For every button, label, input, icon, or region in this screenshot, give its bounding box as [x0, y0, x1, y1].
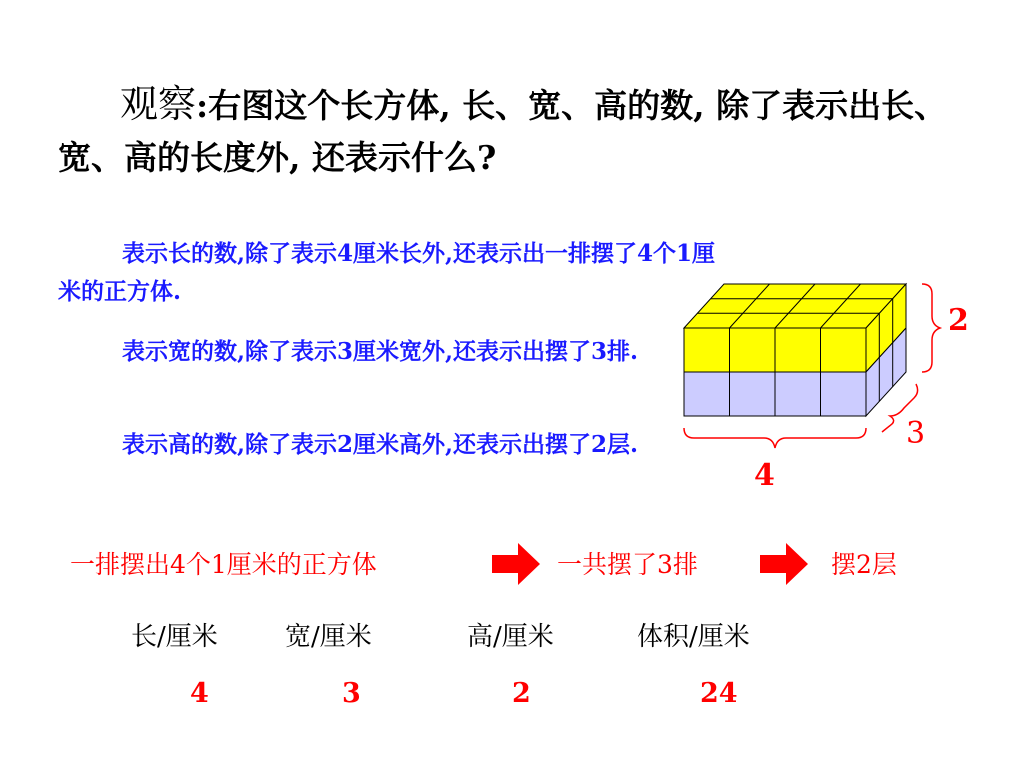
value-height: 2 — [512, 678, 531, 709]
heading-question: :右图这个长方体, 长、宽、高的数, 除了表示出长、宽、高的长度外, 还表示什么? — [58, 86, 948, 177]
height-brace — [922, 284, 940, 372]
width-label: 3 — [906, 416, 926, 451]
cuboid-figure — [660, 270, 990, 500]
explanation-length: 表示长的数,除了表示4厘米长外,还表示出一排摆了4个1厘米的正方体. — [58, 240, 716, 305]
flow-step-two-layers: 摆2层 — [831, 550, 897, 579]
value-width: 3 — [342, 678, 361, 709]
header-width: 宽/厘米 — [285, 622, 372, 652]
flow-step-three-rows: 一共摆了3排 — [557, 550, 698, 579]
header-height: 高/厘米 — [467, 622, 554, 652]
length-label: 4 — [754, 458, 775, 493]
length-brace — [684, 428, 866, 448]
height-label: 2 — [948, 303, 969, 338]
right-arrow-icon — [492, 543, 540, 585]
value-length: 4 — [190, 678, 209, 709]
heading-lead: 观察 — [120, 82, 197, 126]
cuboid-front-face — [684, 328, 866, 416]
explanation-width: 表示宽的数,除了表示3厘米宽外,还表示出摆了3排. — [122, 338, 639, 365]
header-length: 长/厘米 — [131, 622, 218, 652]
observation-heading — [58, 78, 1003, 184]
flow-step-one-row: 一排摆出4个1厘米的正方体 — [70, 550, 377, 579]
header-volume: 体积/厘米 — [637, 622, 750, 652]
value-volume: 24 — [700, 678, 738, 709]
explanation-height: 表示高的数,除了表示2厘米高外,还表示出摆了2层. — [122, 431, 639, 458]
right-arrow-icon — [760, 543, 808, 585]
